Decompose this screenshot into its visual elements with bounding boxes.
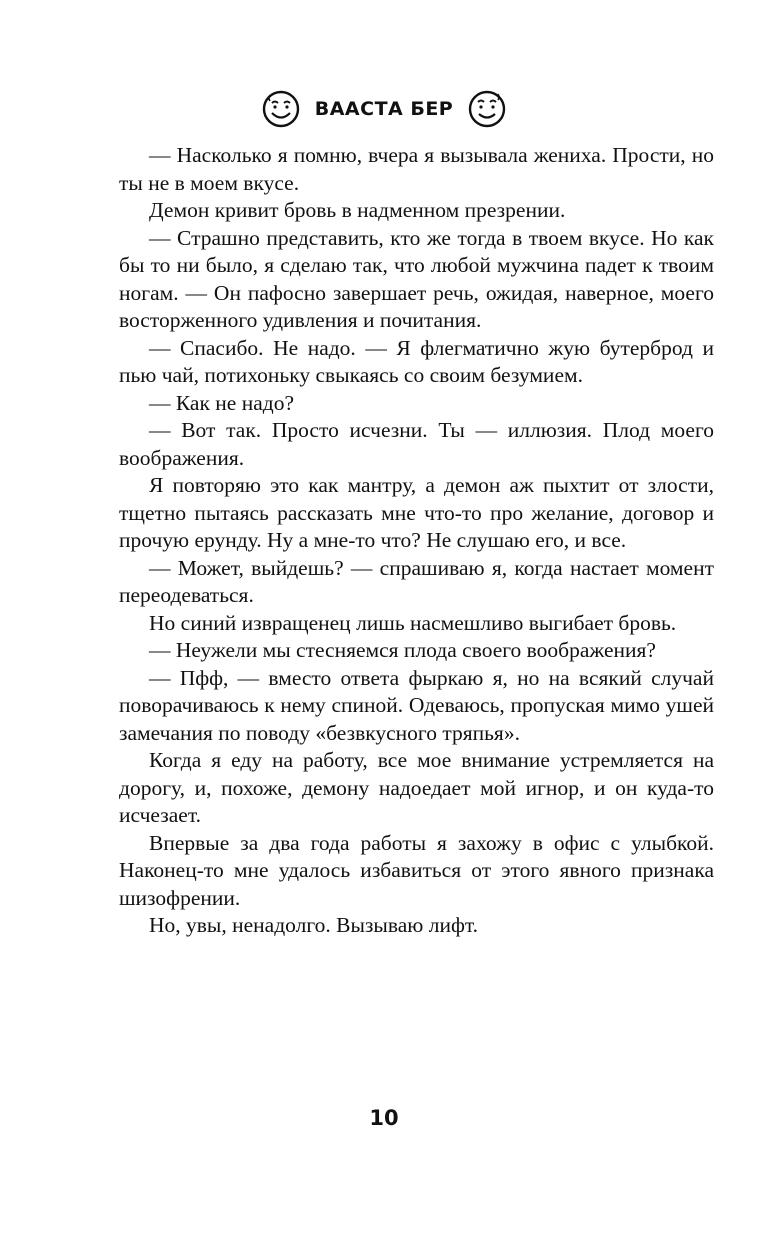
paragraph: — Может, выйдешь? — спрашиваю я, когда настает момент переодеваться. (119, 555, 714, 607)
running-header (0, 84, 768, 134)
paragraph: — Вот так. Просто исчезни. Ты — иллюзия. Плод моего воображения. (119, 418, 714, 470)
paragraph: Впервые за два года работы я захожу в офис с улыбкой. Наконец-то мне удалось избавиться от этого явного признака шизофрении. (119, 830, 714, 910)
paragraph: Демон кривит бровь в надменном презрении. (149, 198, 566, 222)
paragraph: Но синий извращенец лишь насмешливо выгибает бровь. (149, 610, 677, 635)
paragraph: — Как не надо? (149, 390, 294, 415)
paragraph: — Неужели мы стесняемся плода своего воображения? (149, 638, 656, 662)
author-name: ВААСТА БЕР (314, 98, 454, 120)
paragraph: — Насколько я помню, вчера я вызывала жениха. Прости, но ты не в моем вкусе. (119, 143, 714, 195)
page-number: 10 (369, 1106, 399, 1130)
paragraph: Но, увы, ненадолго. Вызываю лифт. (149, 913, 479, 937)
paragraph: Когда я еду на работу, все мое внимание устремляется на дорогу, и, похоже, демону надоедает мой игнор, и он куда-то исчезает. (119, 748, 714, 827)
body-text (119, 142, 714, 940)
paragraph: — Страшно представить, кто же тогда в твоем вкусе. Но как бы то ни было, я сделаю так, что любой мужчина падет к твоим ногам. — Он пафосно завершает речь, ожидая, наверное, моего восторженного удивления и почитания. (119, 225, 714, 332)
smiley-face-icon (261, 89, 301, 129)
paragraph: Я повторяю это как мантру, а демон аж пыхтит от злости, тщетно пытаясь рассказать мне что-то про желание, договор и прочую ерунду. Ну а мне-то что? Не слушаю его, и все. (119, 473, 714, 552)
paragraph: — Пфф, — вместо ответа фыркаю я, но на всякий случай поворачиваюсь к нему спиной. Одеваюсь, пропуская мимо ушей замечания по поводу «безвкусного тряпья». (119, 665, 714, 745)
smiley-face-icon (467, 89, 507, 129)
paragraph: — Спасибо. Не надо. — Я флегматично жую бутерброд и пью чай, потихоньку свыкаясь со своим безумием. (119, 335, 714, 387)
